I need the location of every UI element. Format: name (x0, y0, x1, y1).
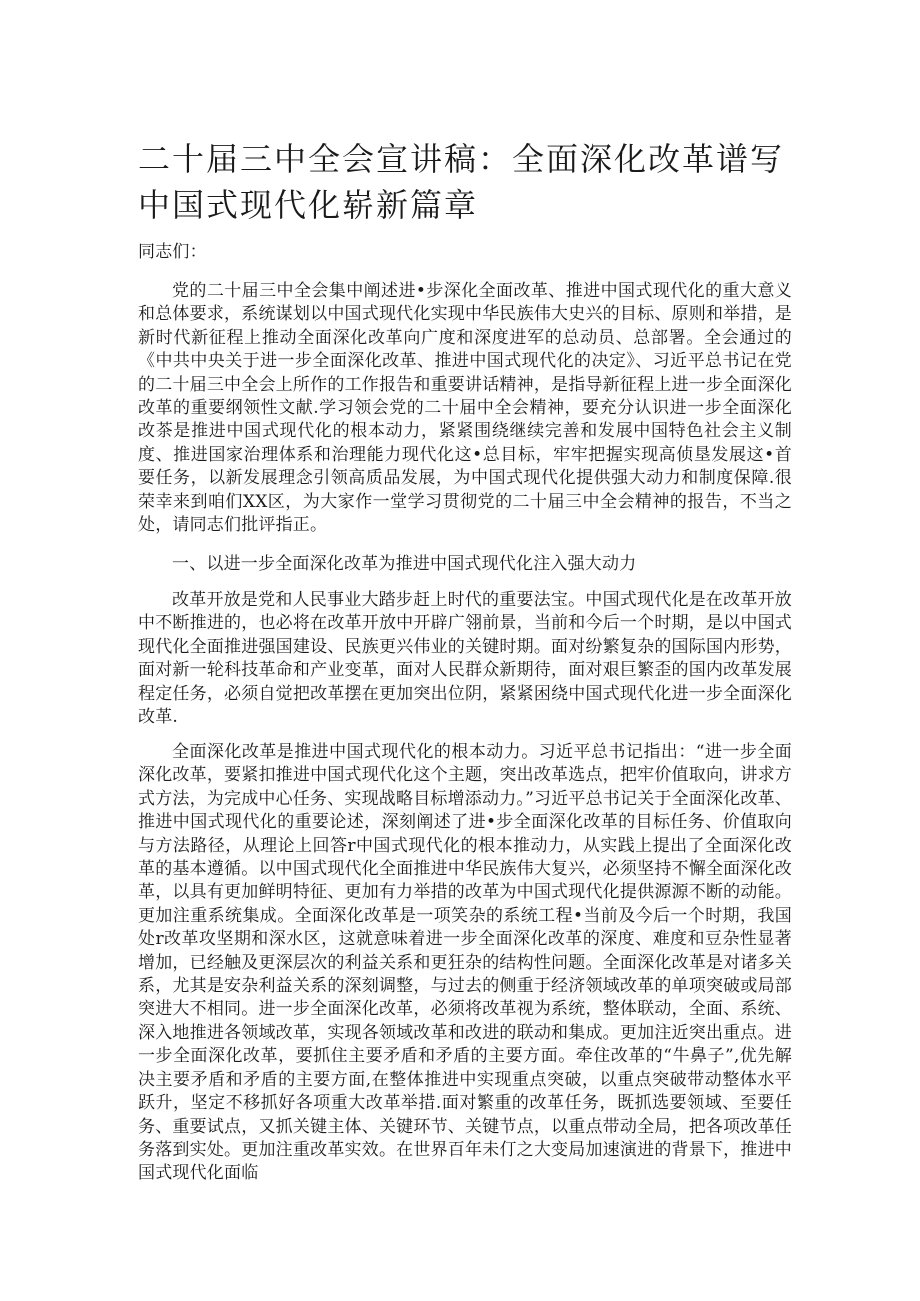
section-heading: 一、以进一步全面深化改革为推进中国式现代化注入强大动力 (172, 554, 637, 574)
intro-paragraph: 党的二十届三中全会集中阐述进•步深化全面改革、推进中国式现代化的重大意义和总体要求，系统谋划以中国式现代化实现中华民族伟大史兴的目标、原则和举措，是新时代新征程上推动全面深化改革向广度和深度进军的总动员、总部署。全会通过的《中共中央关于进一步全面深化改革、推进中国式现代化的决定》、习近平总书记在党的二十届三中全会上所作的工作报告和重要讲话精神，是指导新征程上进一步全面深化改革的重要纲领性文献.学习领会党的二十届中全会精神，要充分认识进一步全面深化改茶是推进中国式现代化的根本动力，紧紧围绕继续完善和发展中国特色社会主义制度、推进国家治理体系和治理能力现代化这•总目标，牢牢把握实现高侦垦发展这•首要任务，以新发展理念引领高质品发展，为中国式现代化提供强大动力和制度保障.很荣幸来到咱们XX区，为大家作一堂学习贯彻党的二十届三中全会精神的报告，不当之处，请同志们批评指正。 (138, 281, 792, 536)
document-title: 二十届三中全会宣讲稿：全面深化改革谱写中国式现代化崭新篇章 (138, 140, 785, 224)
section-paragraph-2: 全面深化改革是推进中国式现代化的根本动力。习近平总书记指出：“进一步全面深化改革，要紧扣推进中国式现代化这个主题，突出改革选点，把牢价值取向，讲求方式方法，为完成中心任务、实现战略目标增添动力。”习近平总书记关于全面深化改革、推进中国式现代化的重要论述，深刻阐述了进•步全面深化改革的目标任务、价值取向与方法路径，从理论上回答r中国式现代化的根本推动力，从实践上提出了全面深化改革的基本遵循。以中国式现代化全面推进中华民族伟大复兴，必须坚持不懈全面深化改革，以具有更加鲜明特征、更加有力举措的改革为中国式现代化提供源源不断的动能。更加注重系统集成。全面深化改革是一项笑杂的系统工程•当前及今后一个时期，我国处r改革攻坚期和深水区，这就意味着进一步全面深化改革的深度、难度和豆杂性显著增加，已经触及更深层次的利益关系和更狂杂的结构性问题。全面深化改革是对诸多关系，尤其是安杂利益关系的深刻调整，与过去的侧重于经济领域改革的单项突破或局部突进大不相同。进一步全面深化改革，必须将改革视为系统，整体联动，全面、系统、深入地推进各领域改革，实现各领域改革和改进的联动和集成。更加注近突出重点。进一步全面深化改革，要抓住主要矛盾和矛盾的主要方面。牵住改革的“牛鼻子”,优先解决主要矛盾和矛盾的主要方面,在整体推进中实现重点突破，以重点突破带动整体水平跃升，坚定不移抓好各项重大改革举措.面对繁重的改革任务，既抓选要领域、至要任务、重要试点，又抓关键主体、关键环节、关键节点，以重点带动全局，把各项改革任务落到实处。更加注重改革实效。在世界百年未仃之大变局加速演进的背景下，推进中国式现代化面临 (138, 742, 792, 1184)
section-paragraph-1: 改革开放是党和人民事业大踏步赶上时代的重要法宝。中国式现代化是在改革开放中不断推进的，也必将在改革开放中开辟广翎前景，当前和今后一个时期，是以中国式现代化全面推进强国建设、民族更兴伟业的关键时期。面对纷繁复杂的国际国内形势，面对新一轮科技革命和产业变革，面对人民群众新期待，面对艰巨繁歪的国内改革发展程定任务，必须自觉把改革摆在更加突出位阴，紧紧困绕中国式现代化进一步全面深化改革. (138, 590, 792, 728)
salutation: 同志们： (138, 242, 207, 262)
